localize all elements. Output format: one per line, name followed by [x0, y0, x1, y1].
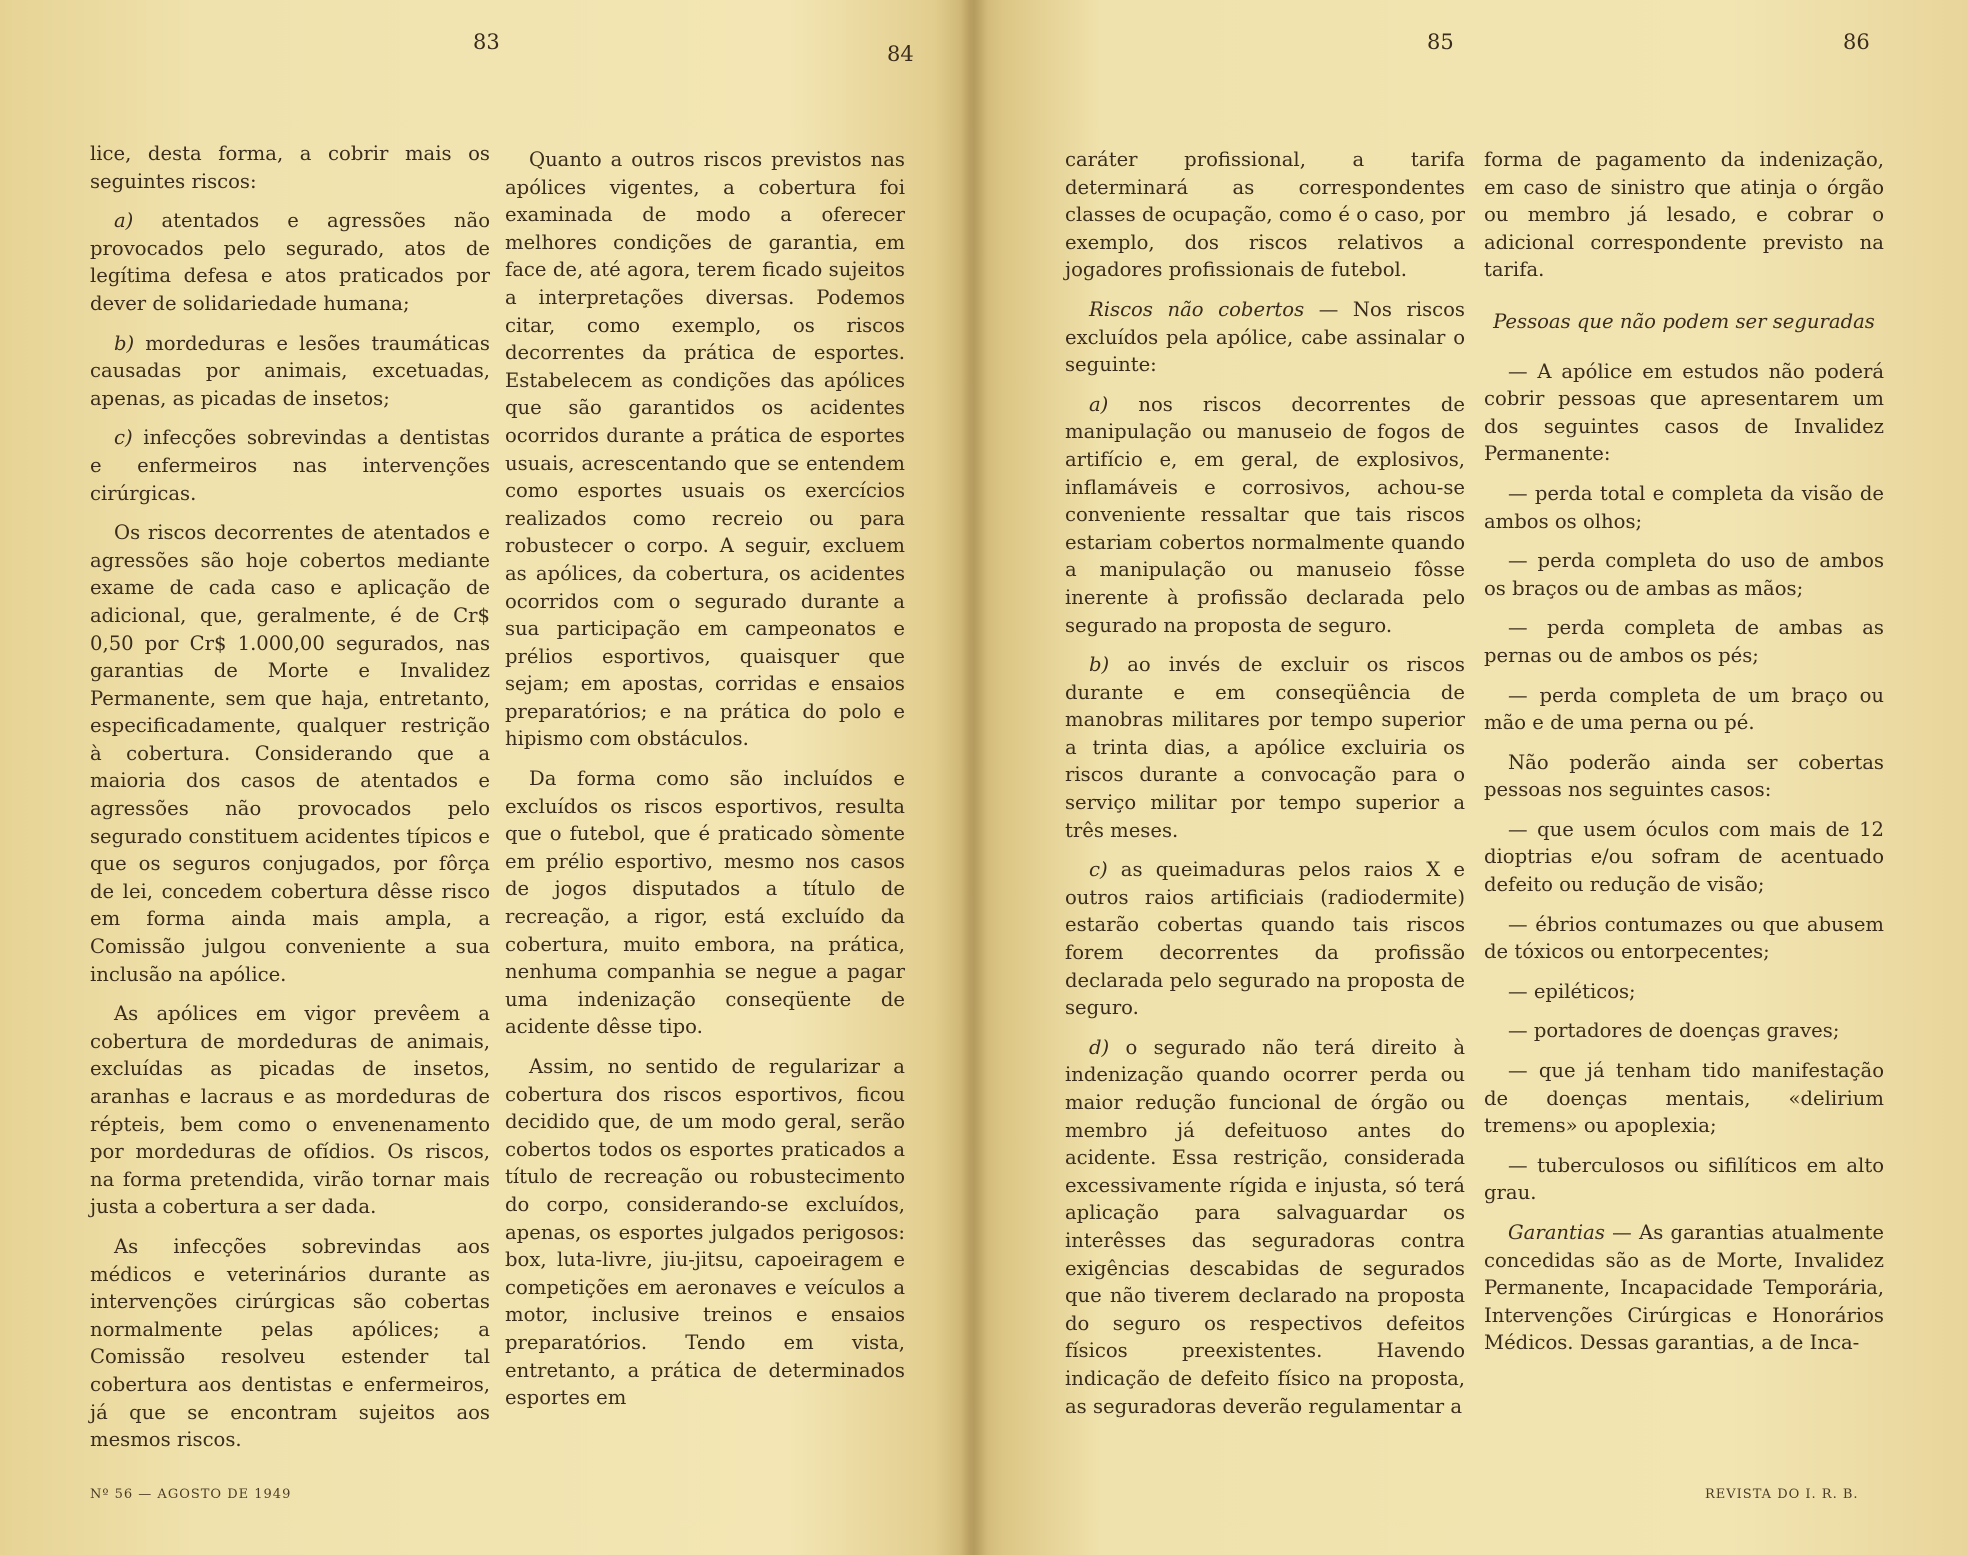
paragraph: forma de pagamento da indenização, em caso de sinistro que atinja o órgão ou membro já lesado, e cobrar o adicional correspondente previsto na tarifa.	[1484, 148, 1884, 282]
section-text: — As garantias atualmente concedidas são as de Morte, Invalidez Permanente, Incapacidade Temporária, Intervenções Cirúrgicas e Honorários Médicos. Dessas garantias, a de Inca-	[1484, 1221, 1884, 1355]
section-paragraph	[1065, 296, 1465, 379]
section-title: Garantias	[1508, 1221, 1605, 1244]
list-item: — perda total e completa da visão de ambos os olhos;	[1484, 481, 1884, 533]
section-heading: Pessoas que não podem ser seguradas	[1493, 309, 1875, 333]
list-item	[1065, 856, 1465, 1022]
list-item: — epiléticos;	[1508, 979, 1636, 1003]
paragraph: Da forma como são incluídos e excluídos os riscos esportivos, resulta que o futebol, que é praticado sòmente em prélio esportivo, mesmo nos casos de jogos disputados a título de recreação, a rigor, está excluído da cobertura, muito embora, na prática, nenhuma companhia se negue a pagar uma indenização conseqüente de acidente dêsse tipo.	[505, 767, 905, 1039]
page-number-83: 83	[473, 30, 500, 54]
list-label: a)	[1089, 392, 1109, 416]
page-84-column	[505, 146, 905, 1424]
list-item: — que usem óculos com mais de 12 dioptrias e/ou sofram de acentuado defeito ou redução de visão;	[1484, 817, 1884, 897]
list-label: d)	[1089, 1035, 1110, 1059]
list-item	[90, 330, 490, 413]
page-number-86: 86	[1843, 30, 1870, 54]
list-label: c)	[114, 426, 133, 450]
page-83-column	[90, 140, 490, 1466]
book-gutter	[960, 0, 988, 1555]
paragraph: As apólices em vigor prevêem a cobertura de mordeduras de animais, excluídas as picadas de insetos, aranhas e lacraus e as mordeduras de répteis, bem como o envenenamento por mordeduras de ofídios. Os riscos, na forma pretendida, virão tornar mais justa a cobertura a ser dada.	[90, 1002, 490, 1219]
list-item	[90, 424, 490, 507]
list-text: nos riscos decorrentes de manipulação ou manuseio de fogos de artifício e, em geral, de explosivos, inflamáveis e corrosivos, achou-se conveniente ressaltar que tais riscos estariam cobertos normalmente quando a manipulação ou manuseio fôsse inerente à profissão declarada pelo segurado na proposta de seguro.	[1065, 392, 1465, 637]
list-item: — perda completa de um braço ou mão e de uma perna ou pé.	[1484, 683, 1884, 735]
list-item: — ébrios contumazes ou que abusem de tóxicos ou entorpecentes;	[1484, 912, 1884, 964]
page-85-column	[1065, 146, 1465, 1432]
paragraph: Os riscos decorrentes de atentados e agressões são hoje cobertos mediante exame de cada caso e aplicação de adicional, que, geralmente, é de Cr$ 0,50 por Cr$ 1.000,00 segurados, nas garantias de Morte e Invalidez Permanente, sem que haja, entretanto, especificadamente, qualquer restrição à cobertura. Considerando que a maioria dos casos de atentados e agressões não provocados pelo segurado constituem acidentes típicos e que os seguros conjugados, por fôrça de lei, concedem cobertura dêsse risco em forma ainda mais ampla, a Comissão julgou conveniente a sua inclusão na apólice.	[90, 521, 490, 986]
section-text: — Nos riscos excluídos pela apólice, cabe assinalar o seguinte:	[1065, 297, 1465, 377]
list-label: b)	[1089, 653, 1110, 677]
paragraph: — A apólice em estudos não poderá cobrir pessoas que apresentarem um dos seguintes casos de Invalidez Permanente:	[1484, 359, 1884, 466]
paragraph: Quanto a outros riscos previstos nas apólices vigentes, a cobertura foi examinada de modo a oferecer melhores condições de garantia, em face de, até agora, terem ficado sujeitos a interpretações diversas. Podemos citar, como exemplo, os riscos decorrentes da prática de esportes. Estabelecem as condições das apólices que são garantidos os acidentes ocorridos durante a prática de esportes usuais, acrescentando que se entendem como esportes usuais os exercícios realizados como recreio ou para robustecer o corpo. A seguir, excluem as apólices, da cobertura, os acidentes ocorridos com o segurado durante a sua participação em campeonatos e prélios esportivos, quaisquer que sejam; em apostas, corridas e ensaios preparatórios; e na prática do polo e hipismo com obstáculos.	[505, 148, 905, 751]
page-86-column	[1484, 146, 1884, 1369]
list-text: atentados e agressões não provocados pelo segurado, atos de legítima defesa e atos praticados por dever de solidariedade humana;	[90, 209, 490, 315]
paragraph: caráter profissional, a tarifa determinará as correspondentes classes de ocupação, como é o caso, por exemplo, dos riscos relativos a jogadores profissionais de futebol.	[1065, 148, 1465, 282]
list-item: — que já tenham tido manifestação de doenças mentais, «delirium tremens» ou apoplexia;	[1484, 1059, 1884, 1138]
list-item	[1065, 651, 1465, 844]
list-text: as queimaduras pelos raios X e outros raios artificiais (radiodermite) estarão cobertas quando tais riscos forem decorrentes da profissão declarada pelo segurado na proposta de seguro.	[1065, 858, 1465, 1020]
list-item: — perda completa do uso de ambos os braços ou de ambas as mãos;	[1484, 549, 1884, 600]
list-item	[90, 207, 490, 317]
section-title: Riscos não cobertos	[1089, 297, 1305, 321]
list-item: — tuberculosos ou sifilíticos em alto grau.	[1484, 1153, 1884, 1205]
list-label: b)	[114, 331, 135, 355]
list-item: — perda completa de ambas as pernas ou de ambos os pés;	[1484, 616, 1884, 667]
list-text: infecções sobrevindas a dentistas e enfermeiros nas intervenções cirúrgicas.	[90, 426, 490, 505]
page-number-85: 85	[1427, 30, 1454, 54]
paragraph: Não poderão ainda ser cobertas pessoas nos seguintes casos:	[1484, 750, 1884, 802]
list-text: ao invés de excluir os riscos durante e em conseqüência de manobras militares por tempo superior a trinta dias, a apólice excluiria os riscos durante a convocação para o serviço militar por tempo superior a três meses.	[1065, 653, 1465, 842]
list-item	[1065, 391, 1465, 639]
list-label: c)	[1089, 858, 1108, 882]
paragraph: Assim, no sentido de regularizar a cobertura dos riscos esportivos, ficou decidido que, de um modo geral, serão cobertos todos os esportes praticados a título de recreação ou robustecimento do corpo, considerando-se excluídos, apenas, os esportes julgados perigosos: box, luta-livre, jiu-jitsu, capoeiragem e competições em aeronaves e veículos a motor, inclusive treinos e ensaios preparatórios. Tendo em vista, entretanto, a prática de determinados esportes em	[505, 1055, 905, 1410]
list-label: a)	[114, 209, 134, 233]
footer-journal: REVISTA DO I. R. B.	[1705, 1487, 1859, 1502]
list-item: — portadores de doenças graves;	[1508, 1019, 1840, 1043]
list-text: o segurado não terá direito à indenização quando ocorrer perda ou maior redução funcional de órgão ou membro já defeituoso antes do acidente. Essa restrição, considerada excessivamente rígida e injusta, só terá aplicação para salvaguardar os interêsses das seguradoras contra exigências descabidas de segurados que não tiverem declarado na proposta do seguro os respectivos defeitos físicos preexistentes. Havendo indicação de defeito físico na proposta, as seguradoras deverão regulamentar a	[1065, 1035, 1465, 1418]
footer-issue: Nº 56 — AGOSTO DE 1949	[90, 1487, 292, 1502]
list-item	[1065, 1034, 1465, 1420]
paragraph: lice, desta forma, a cobrir mais os seguintes riscos:	[90, 142, 490, 193]
page-number-84: 84	[887, 42, 914, 66]
section-paragraph	[1484, 1219, 1884, 1357]
list-text: mordeduras e lesões traumáticas causadas por animais, excetuadas, apenas, as picadas de insetos;	[90, 331, 490, 410]
paragraph: As infecções sobrevindas aos médicos e veterinários durante as intervenções cirúrgicas são cobertas normalmente pelas apólices; a Comissão resolveu estender tal cobertura aos dentistas e enfermeiros, já que se encontram sujeitos aos mesmos riscos.	[90, 1234, 490, 1452]
